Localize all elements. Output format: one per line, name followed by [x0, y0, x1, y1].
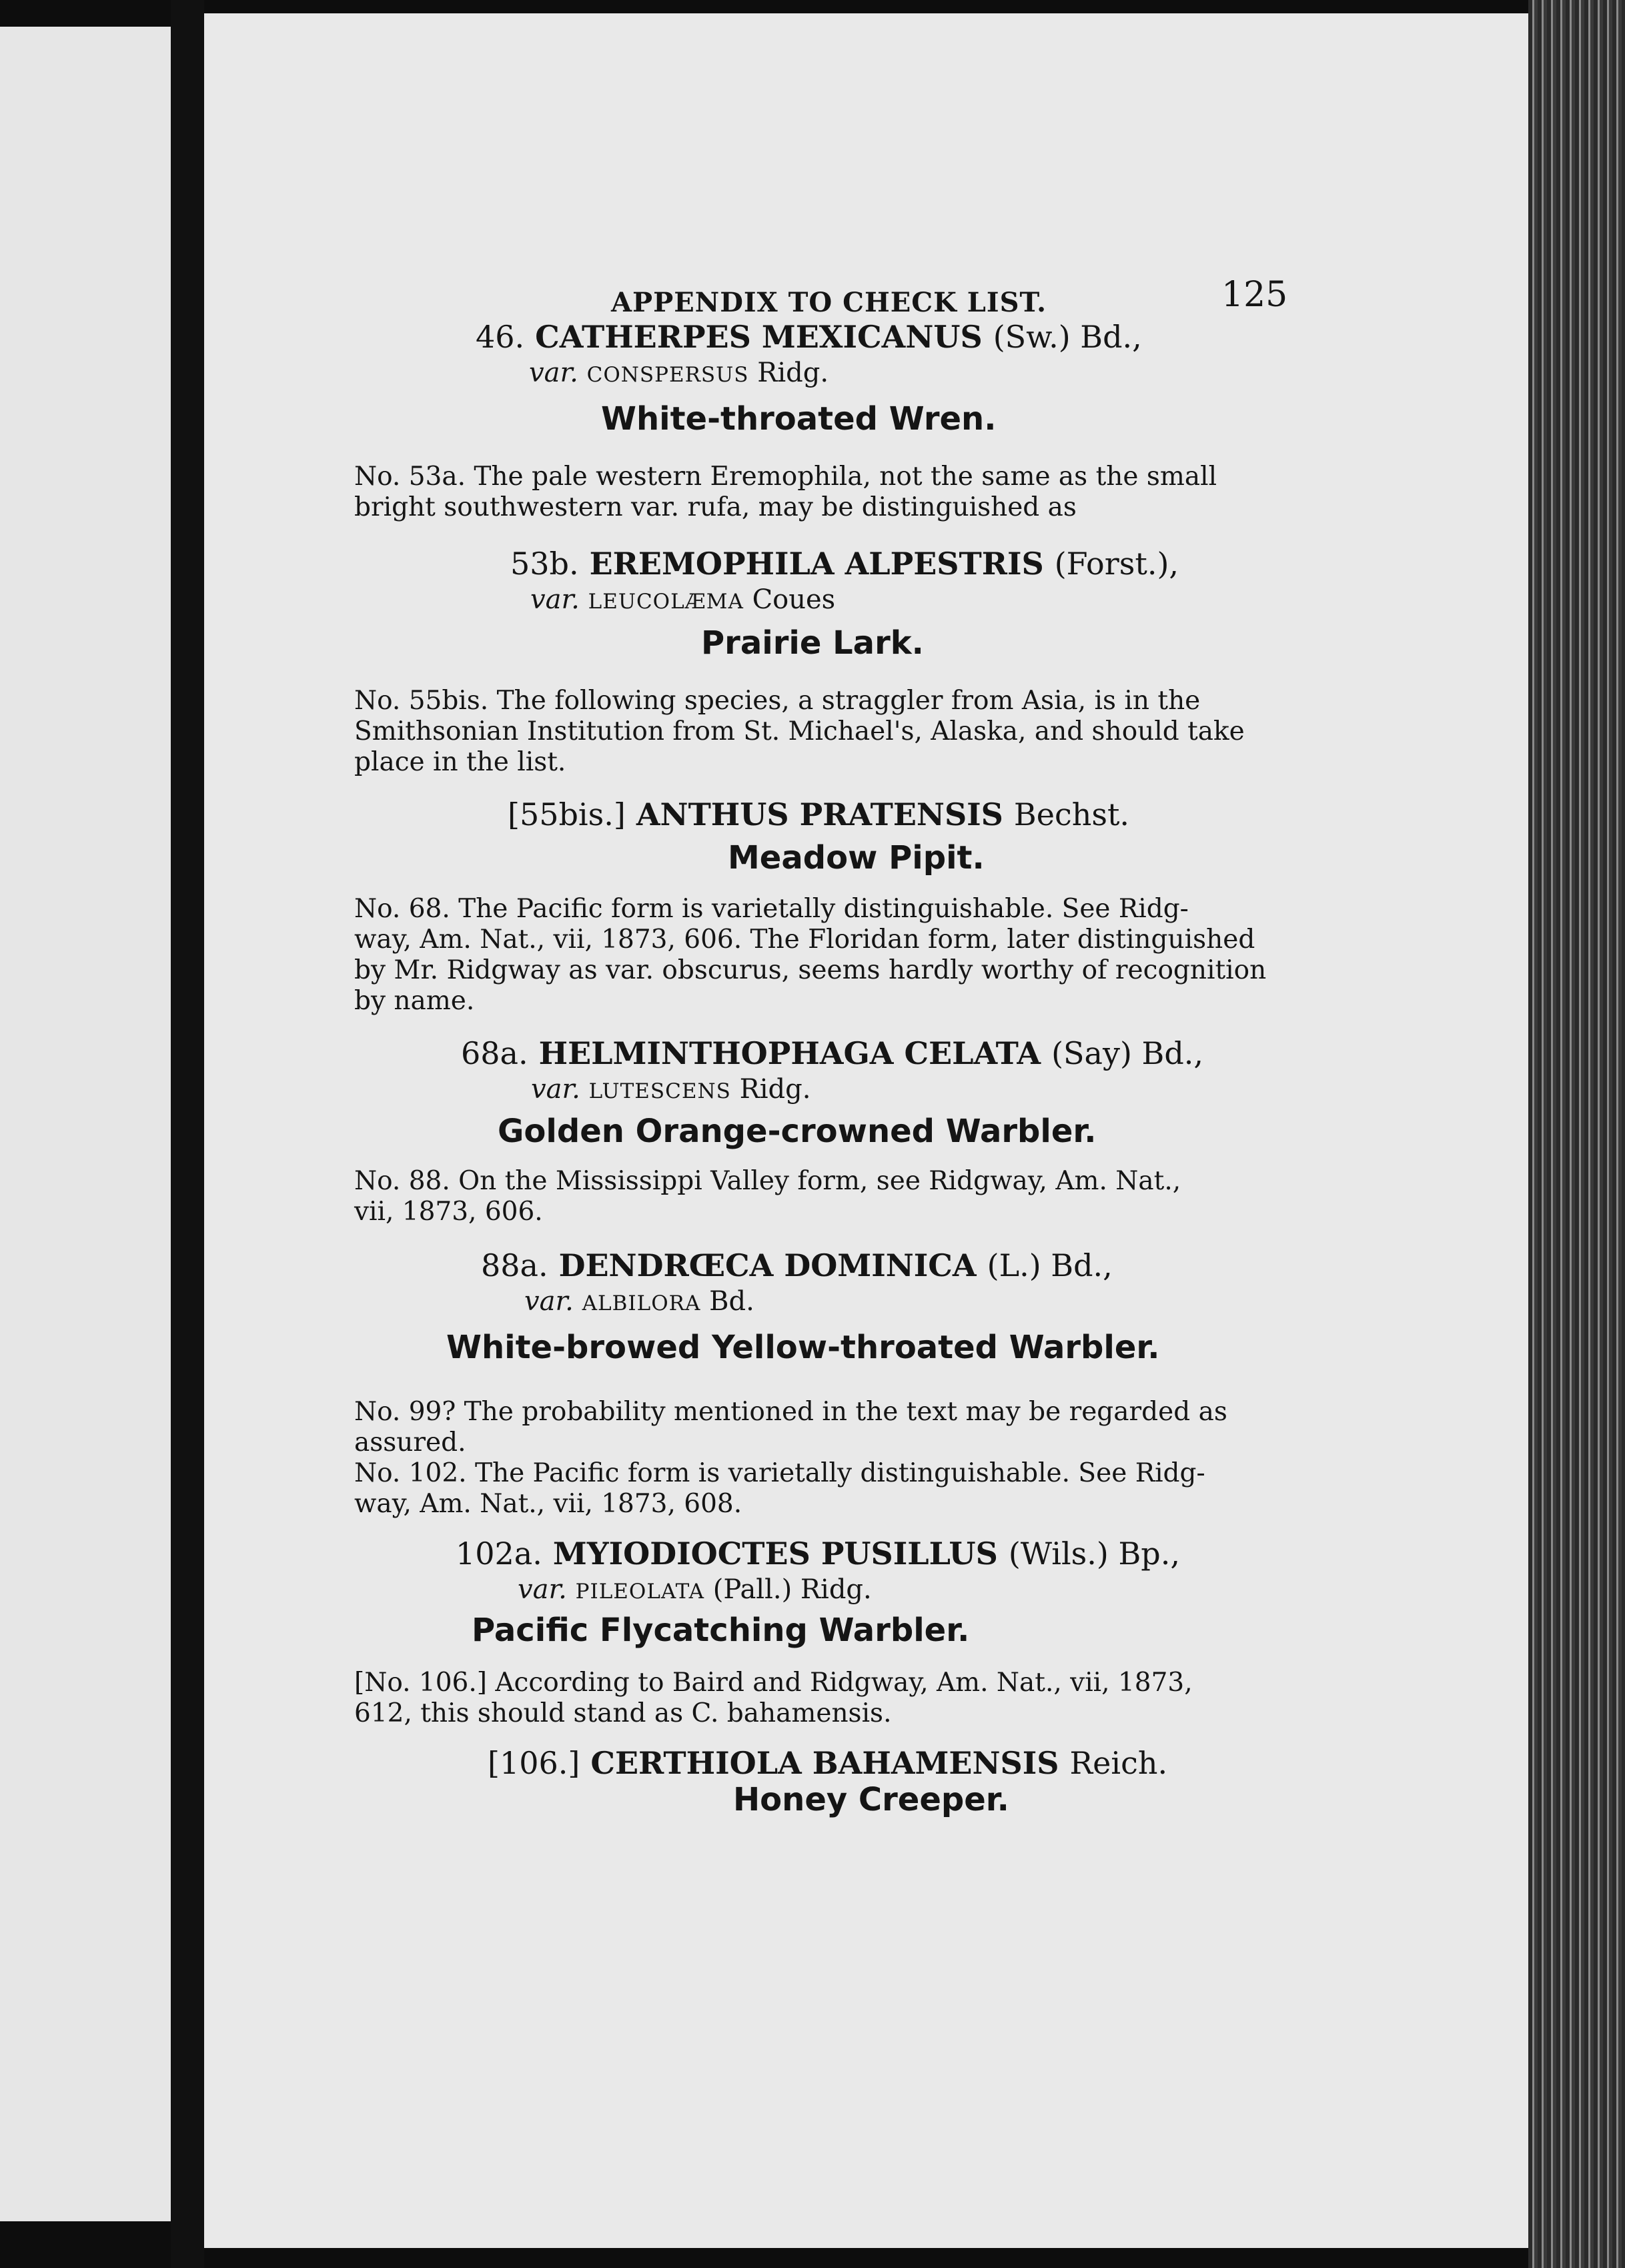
common-name: White-browed Yellow-throated Warbler. — [446, 1329, 1160, 1366]
authority: (Sw.) Bd., — [993, 319, 1142, 355]
species-entry — [354, 1035, 1495, 1150]
note-paragraph — [354, 1397, 1495, 1458]
variety-name: ALBILORA — [582, 1291, 701, 1315]
scientific-name: EREMOPHILA ALPESTRIS — [589, 546, 1044, 582]
common-name: Prairie Lark. — [701, 624, 924, 662]
page-content — [354, 260, 1495, 1818]
common-name: Pacific Flycatching Warbler. — [472, 1612, 970, 1649]
note-line: No. 55bis. The following species, a straggler from Asia, is in the — [354, 686, 1201, 716]
variety-name: CONSPERSUS — [586, 363, 749, 387]
variety-authority: (Pall.) Ridg. — [712, 1574, 872, 1605]
note-line: bright southwestern var. rufa, may be distinguished as — [354, 492, 1077, 522]
note-line: by name. — [354, 986, 475, 1016]
variety-line — [354, 1286, 1495, 1317]
note-line: vii, 1873, 606. — [354, 1197, 543, 1227]
entry-number: 88a. — [481, 1247, 548, 1283]
note-paragraph — [354, 1166, 1495, 1227]
species-heading — [354, 1536, 1495, 1572]
facing-page-edge — [0, 27, 171, 2221]
species-entry — [354, 1536, 1495, 1649]
common-name: Meadow Pipit. — [728, 839, 985, 877]
note-line: [No. 106.] According to Baird and Ridgway, Am. Nat., vii, 1873, — [354, 1668, 1193, 1698]
common-name: Golden Orange-crowned Warbler. — [498, 1113, 1097, 1150]
note-paragraph — [354, 1458, 1495, 1520]
note-line: No. 68. The Pacific form is varietally distinguishable. See Ridg- — [354, 894, 1189, 924]
variety-label: var. — [530, 584, 580, 615]
variety-label: var. — [524, 1286, 574, 1317]
variety-label: var. — [531, 1074, 580, 1105]
variety-authority: Bd. — [709, 1286, 754, 1317]
entry-number: 46. — [476, 319, 525, 355]
variety-name: LUTESCENS — [588, 1079, 731, 1103]
note-line: No. 88. On the Mississippi Valley form, see Ridgway, Am. Nat., — [354, 1166, 1181, 1196]
variety-authority: Ridg. — [757, 358, 829, 388]
note-line: way, Am. Nat., vii, 1873, 608. — [354, 1489, 742, 1519]
species-entry — [354, 1247, 1495, 1366]
scientific-name: CATHERPES MEXICANUS — [535, 319, 983, 355]
variety-authority: Coues — [752, 584, 836, 615]
book-gutter — [171, 0, 204, 2268]
variety-authority: Ridg. — [739, 1074, 811, 1105]
authority: (Wils.) Bp., — [1008, 1536, 1180, 1572]
page-header — [354, 260, 1495, 318]
species-heading — [354, 1247, 1495, 1283]
species-heading — [354, 319, 1495, 355]
note-paragraph — [354, 894, 1495, 1017]
note-line: place in the list. — [354, 747, 566, 777]
note-line: by Mr. Ridgway as var. obscurus, seems hardly worthy of recognition — [354, 955, 1267, 985]
entry-number: [55bis.] — [508, 796, 626, 832]
scientific-name: HELMINTHOPHAGA CELATA — [538, 1035, 1041, 1071]
entry-number: [106.] — [488, 1745, 580, 1781]
note-line: No. 102. The Pacific form is varietally distinguishable. See Ridg- — [354, 1458, 1205, 1488]
note-line: assured. — [354, 1428, 466, 1458]
scientific-name: DENDRŒCA DOMINICA — [558, 1247, 977, 1283]
note-paragraph — [354, 462, 1495, 523]
species-heading — [354, 1745, 1495, 1781]
authority: (Say) Bd., — [1051, 1035, 1204, 1071]
species-heading — [354, 796, 1495, 832]
species-entry — [354, 796, 1495, 877]
species-entry — [354, 1745, 1495, 1818]
variety-label: var. — [518, 1574, 567, 1605]
entry-number: 102a. — [456, 1536, 542, 1572]
running-title: APPENDIX TO CHECK LIST. — [611, 287, 1047, 318]
book-page — [204, 13, 1528, 2248]
note-paragraph — [354, 1668, 1495, 1729]
variety-line — [354, 1074, 1495, 1105]
variety-name: LEUCOLÆMA — [588, 590, 744, 614]
authority: Bechst. — [1013, 796, 1130, 832]
note-paragraph — [354, 686, 1495, 778]
scientific-name: MYIODIOCTES PUSILLUS — [552, 1536, 998, 1572]
variety-label: var. — [529, 358, 578, 388]
species-heading — [354, 546, 1495, 582]
note-line: way, Am. Nat., vii, 1873, 606. The Floridan form, later distinguished — [354, 925, 1255, 955]
species-heading — [354, 1035, 1495, 1071]
page-stack-edge — [1528, 0, 1625, 2268]
scientific-name: ANTHUS PRATENSIS — [636, 796, 1003, 832]
variety-line — [354, 1574, 1495, 1605]
scientific-name: CERTHIOLA BAHAMENSIS — [590, 1745, 1059, 1781]
note-line: No. 53a. The pale western Eremophila, not the same as the small — [354, 462, 1217, 492]
note-line: No. 99? The probability mentioned in the text may be regarded as — [354, 1397, 1227, 1427]
species-entry — [354, 319, 1495, 438]
entry-number: 68a. — [461, 1035, 528, 1071]
text-blocks — [354, 319, 1495, 1818]
page-number: 125 — [1221, 275, 1288, 315]
authority: (L.) Bd., — [987, 1247, 1113, 1283]
authority: Reich. — [1069, 1745, 1168, 1781]
variety-line — [354, 358, 1495, 388]
variety-name: PILEOLATA — [575, 1580, 704, 1604]
common-name: White-throated Wren. — [601, 400, 997, 438]
authority: (Forst.), — [1054, 546, 1179, 582]
common-name: Honey Creeper. — [733, 1781, 1009, 1818]
note-line: 612, this should stand as C. bahamensis. — [354, 1698, 892, 1728]
variety-line — [354, 584, 1495, 615]
entry-number: 53b. — [510, 546, 579, 582]
species-entry — [354, 546, 1495, 662]
note-line: Smithsonian Institution from St. Michael's, Alaska, and should take — [354, 716, 1245, 746]
